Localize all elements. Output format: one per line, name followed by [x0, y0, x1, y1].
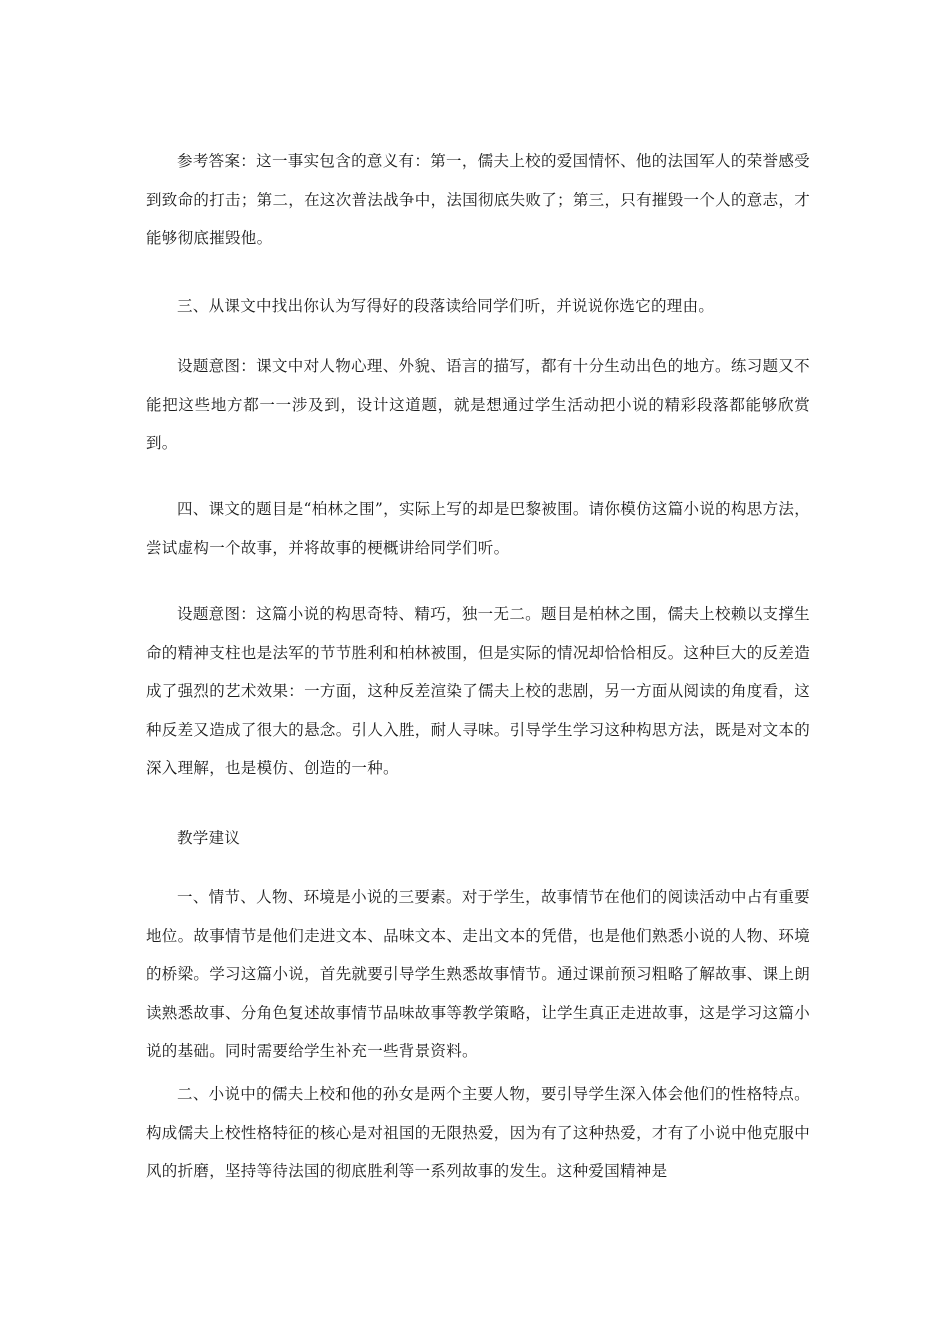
- suggestion-two: 二、小说中的儒夫上校和他的孙女是两个主要人物，要引导学生深入体会他们的性格特点。构成儒夫上校性格特征的核心是对祖国的无限热爱，因为有了这种热爱，才有了小说中他克服中风的折磨，坚持等待法国的彻底胜利等一系列故事的发生。这种爱国精神是: [146, 1085, 810, 1181]
- question-four: 四、课文的题目是“柏林之围”，实际上写的却是巴黎被围。请你模仿这篇小说的构思方法，尝试虚构一个故事，并将故事的梗概讲给同学们听。: [146, 500, 810, 557]
- question-three: 三、从课文中找出你认为写得好的段落读给同学们听，并说说你选它的理由。: [177, 297, 715, 315]
- answer-paragraph: 参考答案：这一事实包含的意义有：第一，儒夫上校的爱国情怀、他的法国军人的荣誉感受到致命的打击；第二，在这次普法战争中，法国彻底失败了；第三，只有摧毁一个人的意志，才能够彻底摧毁他。: [146, 152, 810, 248]
- suggestion-one: 一、情节、人物、环境是小说的三要素。对于学生，故事情节在他们的阅读活动中占有重要地位。故事情节是他们走进文本、品味文本、走出文本的凭借，也是他们熟悉小说的人物、环境的桥梁。学习这篇小说，首先就要引导学生熟悉故事情节。通过课前预习粗略了解故事、课上朗读熟悉故事、分角色复述故事情节品味故事等教学策略，让学生真正走进故事，这是学习这篇小说的基础。同时需要给学生补充一些背景资料。: [146, 888, 810, 1061]
- section-heading-teaching-suggestions: 教学建议: [177, 829, 241, 847]
- design-intent-paragraph-1: 设题意图：课文中对人物心理、外貌、语言的描写，都有十分生动出色的地方。练习题又不能把这些地方都一一涉及到，设计这道题，就是想通过学生活动把小说的精彩段落都能够欣赏到。: [146, 357, 810, 453]
- design-intent-paragraph-2: 设题意图：这篇小说的构思奇特、精巧，独一无二。题目是柏林之围，儒夫上校赖以支撑生命的精神支柱也是法军的节节胜利和柏林被围，但是实际的情况却恰恰相反。这种巨大的反差造成了强烈的艺术效果：一方面，这种反差渲染了儒夫上校的悲剧，另一方面从阅读的角度看，这种反差又造成了很大的悬念。引人入胜，耐人寻味。引导学生学习这种构思方法，既是对文本的深入理解，也是模仿、创造的一种。: [146, 605, 810, 778]
